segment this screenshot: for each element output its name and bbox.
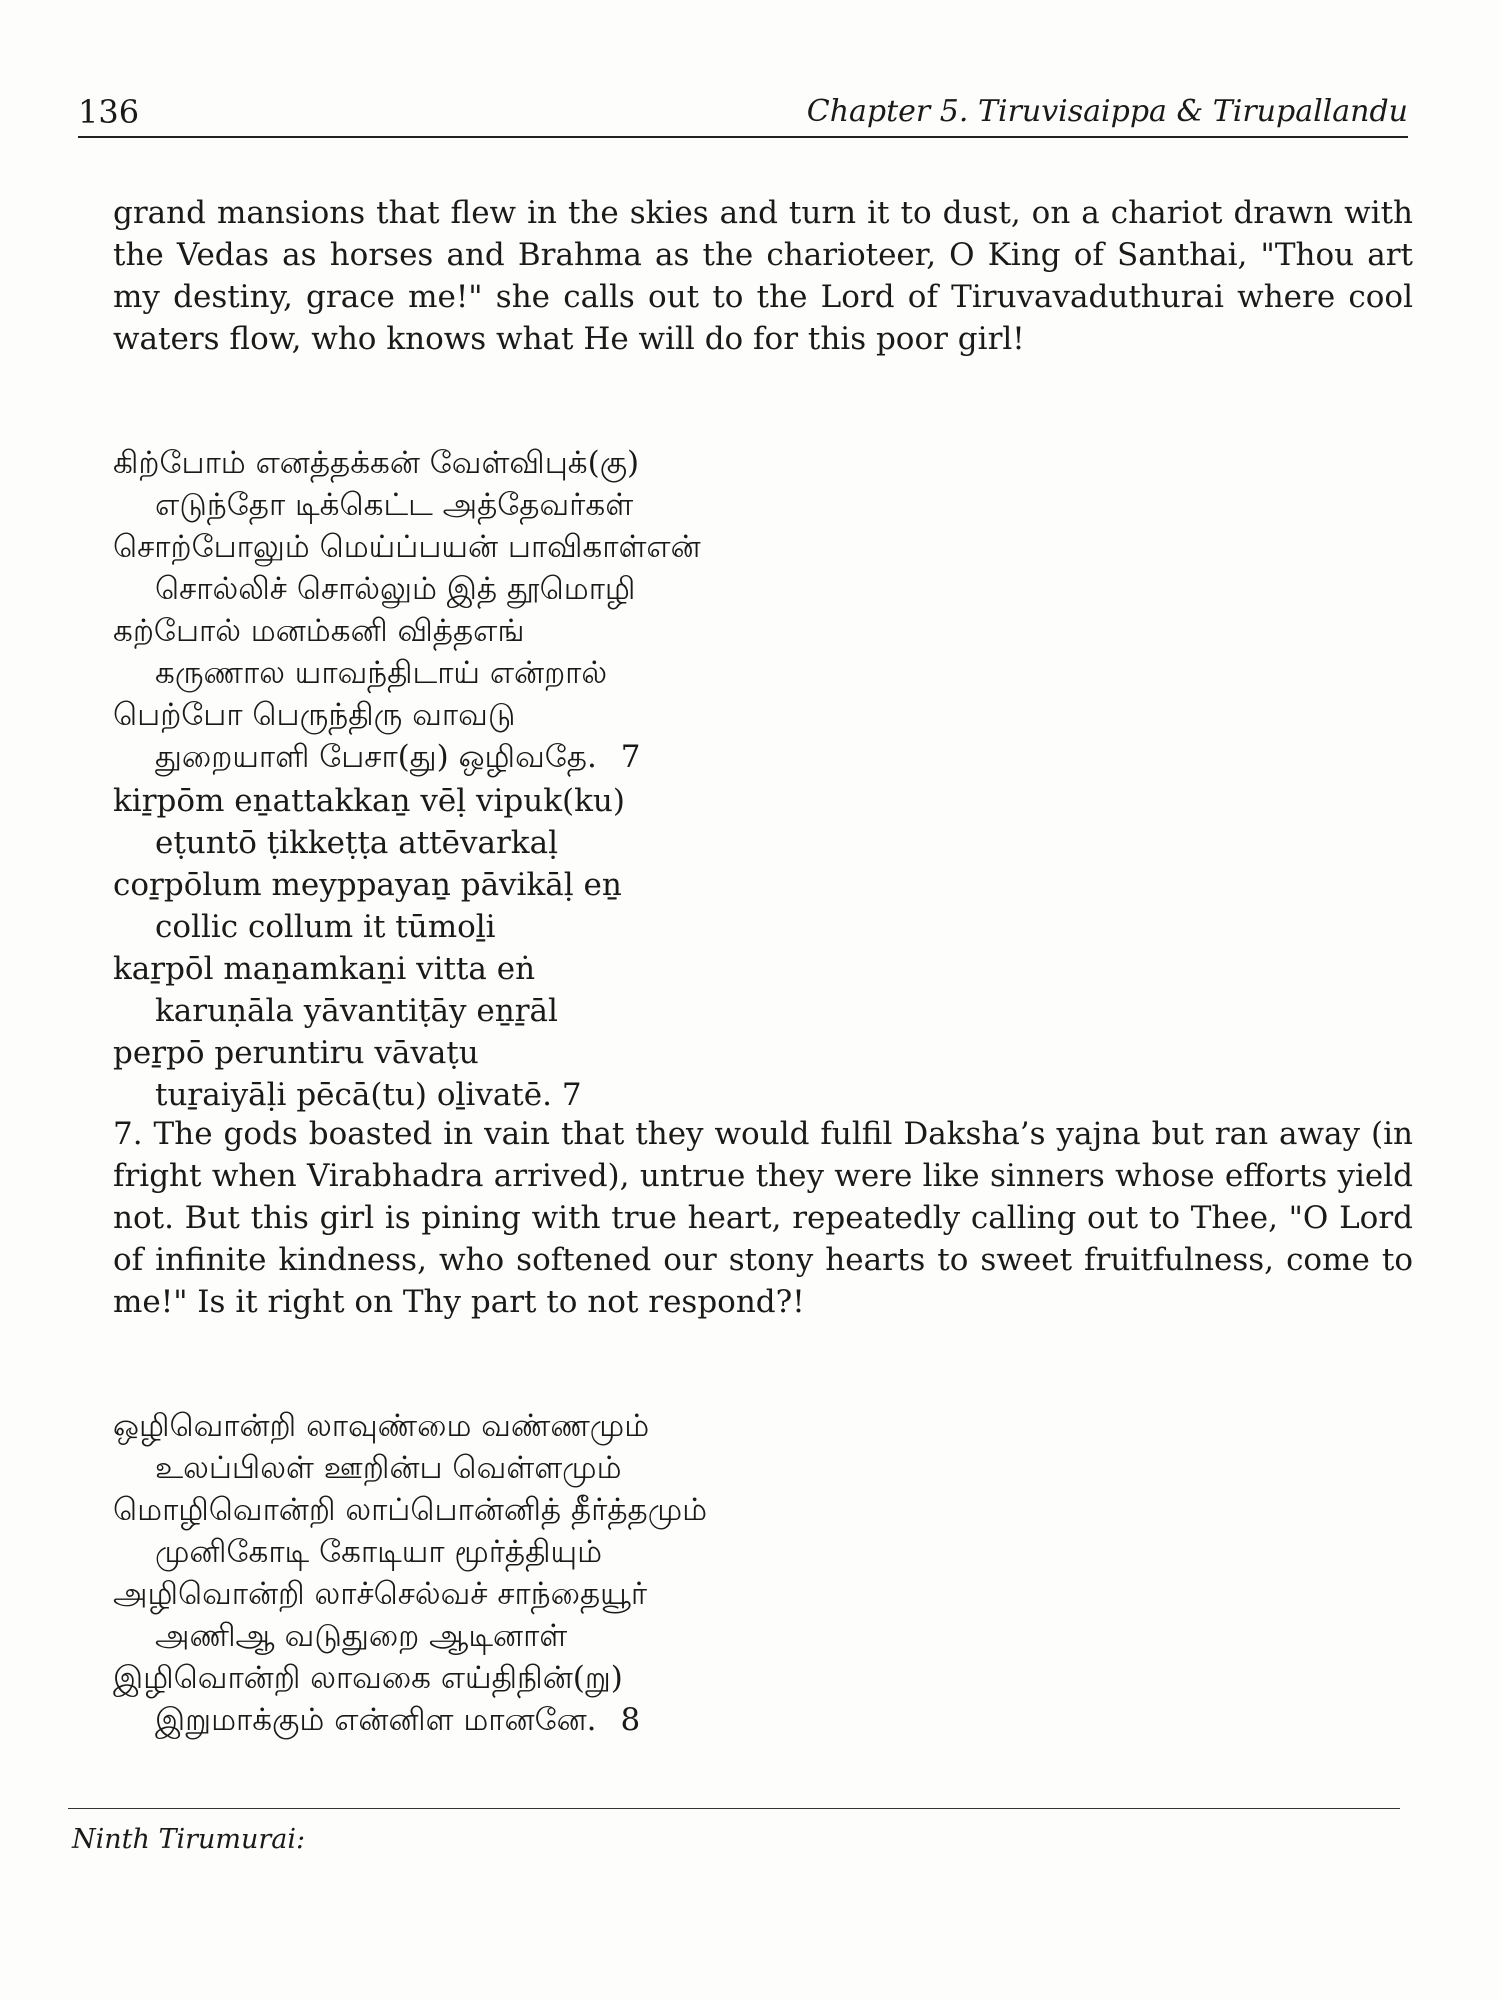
page-number: 136: [78, 93, 140, 131]
page-header: [78, 92, 1408, 138]
verse-line: collic collum it tūmoḻi: [155, 909, 496, 945]
verse-line: கருணால யாவந்திடாய் என்றால்: [155, 655, 608, 691]
verse-line: முனிகோடி கோடியா மூர்த்தியும்: [155, 1534, 603, 1570]
verse-line: ஒழிவொன்றி லாவுண்மை வண்ணமும்: [113, 1408, 650, 1444]
footer-label: Ninth Tirumurai:: [72, 1824, 306, 1855]
verse-line: பெற்போ பெருந்திரு வாவடு: [113, 697, 516, 733]
verse-line: இழிவொன்றி லாவகை எய்திநின்(று): [113, 1660, 623, 1696]
verse-line: சொற்போலும் மெய்ப்பயன் பாவிகாள்என்: [113, 529, 701, 565]
verse-line: அணிஆ வடுதுறை ஆடினாள்: [155, 1618, 568, 1654]
verse-line: அழிவொன்றி லாச்செல்வச் சாந்தையூர்: [113, 1576, 648, 1612]
verse-number: 7: [561, 1077, 582, 1113]
prose-paragraph-2: 7. The gods boasted in vain that they would fulfil Daksha’s yajna but ran away (in fright when Virabhadra arrived), untrue they were like sinners whose efforts yield not. But this girl is pining with true heart, repeatedly calling out to Thee, "O Lord of infinite kindness, who softened our stony hearts to sweet fruitfulness, come to me!" Is it right on Thy part to not respond?!: [113, 1116, 1413, 1320]
verse-line-last: [113, 1699, 707, 1741]
verse-7-tamil: [113, 442, 701, 778]
verse-line-last: [113, 736, 701, 778]
footer-divider: [68, 1808, 1400, 1809]
verse-line: coṟpōlum meyppayaṉ pāvikāḷ eṉ: [113, 867, 622, 903]
prose-paragraph-1: grand mansions that flew in the skies and turn it to dust, on a chariot drawn with the Vedas as horses and Brahma as the charioteer, O King of Santhai, "Thou art my destiny, grace me!" she calls out to the Lord of Tiruvavaduthurai where cool waters flow, who knows what He will do for this poor girl!: [113, 195, 1413, 357]
verse-number: 8: [620, 1702, 641, 1738]
verse-line: karuṇāla yāvantiṭāy eṉṟāl: [155, 993, 558, 1029]
running-head: Chapter 5. Tiruvisaippa & Tirupallandu: [806, 94, 1408, 129]
verse-line: எடுந்தோ டிக்கெட்ட அத்தேவர்கள்: [155, 487, 634, 523]
verse-line-last: [113, 1074, 625, 1116]
verse-line: சொல்லிச் சொல்லும் இத் தூமொழி: [155, 571, 636, 607]
verse-line: கிற்போம் எனத்தக்கன் வேள்விபுக்(கு): [113, 445, 640, 481]
verse-line: peṟpō peruntiru vāvaṭu: [113, 1035, 479, 1071]
verse-line: kaṟpōl maṉamkaṉi vitta eṅ: [113, 951, 536, 987]
verse-7-transliteration: [113, 780, 625, 1116]
verse-line: கற்போல் மனம்கனி வித்தஎங்: [113, 613, 525, 649]
verse-line: மொழிவொன்றி லாப்பொன்னித் தீர்த்தமும்: [113, 1492, 708, 1528]
verse-8-tamil: [113, 1405, 707, 1741]
verse-line: உலப்பிலள் ஊறின்ப வெள்ளமும்: [155, 1450, 622, 1486]
verse-line: eṭuntō ṭikkeṭṭa attēvarkaḷ: [155, 825, 558, 861]
verse-line: kiṟpōm eṉattakkaṉ vēḷ vipuk(ku): [113, 783, 625, 819]
verse-line-text: tuṟaiyāḷi pēcā(tu) oḻivatē.: [155, 1077, 552, 1113]
verse-line-text: இறுமாக்கும் என்னிள மானனே.: [155, 1702, 597, 1738]
verse-number: 7: [620, 739, 641, 775]
verse-line-text: துறையாளி பேசா(து) ஒழிவதே.: [155, 739, 597, 775]
